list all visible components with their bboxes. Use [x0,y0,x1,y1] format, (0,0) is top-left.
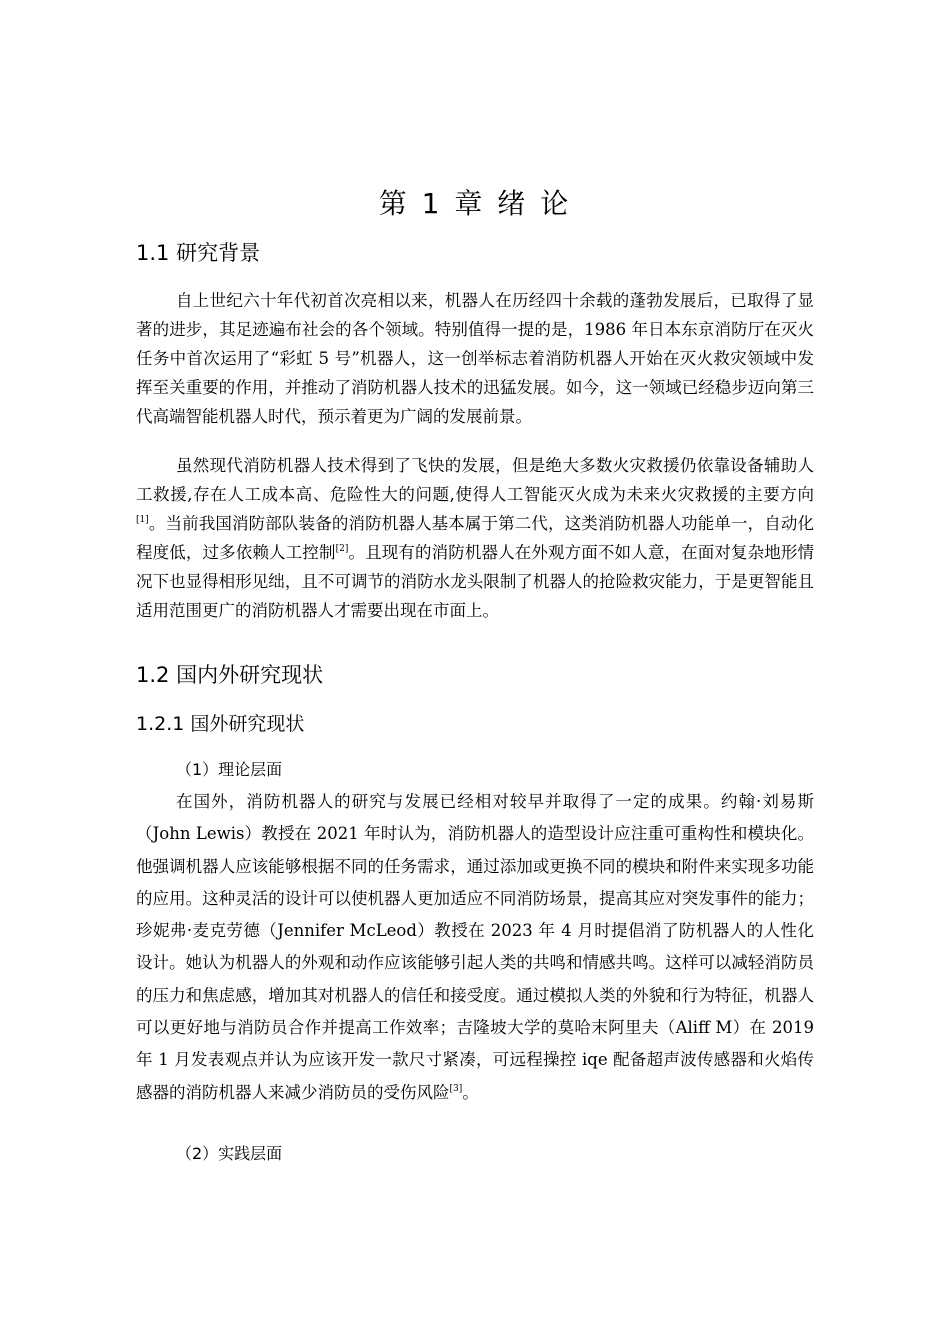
paragraph-research-background-2 [136,451,814,625]
paragraph-foreign-theory [136,786,814,1109]
subheading-practice: （2）实践层面 [176,1144,283,1163]
paragraph-text: 。 [462,1082,479,1102]
citation-ref-1: [1] [136,515,149,525]
paragraph-text: 虽然现代消防机器人技术得到了飞快的发展，但是绝大多数火灾救援仍依靠设备辅助人工救援,存在人工成本高、危险性大的问题,使得人工智能灭火成为未来火灾救援的主要方向 [136,456,814,504]
section-heading-1-2-1: 1.2.1 国外研究现状 [136,713,305,735]
section-heading-1-1: 1.1 研究背景 [136,241,261,265]
section-heading-1-2: 1.2 国内外研究现状 [136,663,324,687]
citation-ref-2: [2] [335,544,349,554]
paragraph-text: 。当前我国消防部队装备的消防机器人基本属于第二代，这类消防机器人功能单一，自动化程度低，过多依赖人工控制 [136,514,814,562]
paragraph-text: 在国外，消防机器人的研究与发展已经相对较早并取得了一定的成果。约翰·刘易斯（John Lewis）教授在 2021 年时认为，消防机器人的造型设计应注重可重构性和模块化。他强调机器人应该能够根据不同的任务需求，通过添加或更换不同的模块和附件来实现多功能的应用。这种灵活的设计可以使机器人更加适应不同消防场景，提高其应对突发事件的能力；珍妮弗·麦克劳德（Jennifer McLeod）教授在 2023 年 4 月时提倡消了防机器人的人性化设计。她认为机器人的外观和动作应该能够引起人类的共鸣和情感共鸣。这样可以减轻消防员的压力和焦虑感，增加其对机器人的信任和接受度。通过模拟人类的外貌和行为特征，机器人可以更好地与消防员合作并提高工作效率；吉隆坡大学的莫哈末阿里夫（Aliff M）在 2019 年 1 月发表观点并认为应该开发一款尺寸紧凑，可远程操控 iqe 配备超声波传感器和火焰传感器的消防机器人来减少消防员的受伤风险 [136,792,814,1102]
chapter-title: 第 1 章 绪 论 [378,187,572,220]
subheading-theory: （1）理论层面 [176,760,283,779]
citation-ref-3: [3] [449,1083,463,1094]
paragraph-research-background-1: 自上世纪六十年代初首次亮相以来，机器人在历经四十余载的蓬勃发展后，已取得了显著的进步，其足迹遍布社会的各个领域。特别值得一提的是，1986 年日本东京消防厅在灭火任务中首次运用了“彩虹 5 号”机器人，这一创举标志着消防机器人开始在灭火救灾领域中发挥至关重要的作用，并推动了消防机器人技术的迅猛发展。如今，这一领域已经稳步迈向第三代高端智能机器人时代，预示着更为广阔的发展前景。 [136,291,814,426]
paragraph-text: 。且现有的消防机器人在外观方面不如人意，在面对复杂地形情况下也显得相形见绌，且不可调节的消防水龙头限制了机器人的抢险救灾能力，于是更智能且适用范围更广的消防机器人才需要出现在市面上。 [136,543,815,620]
